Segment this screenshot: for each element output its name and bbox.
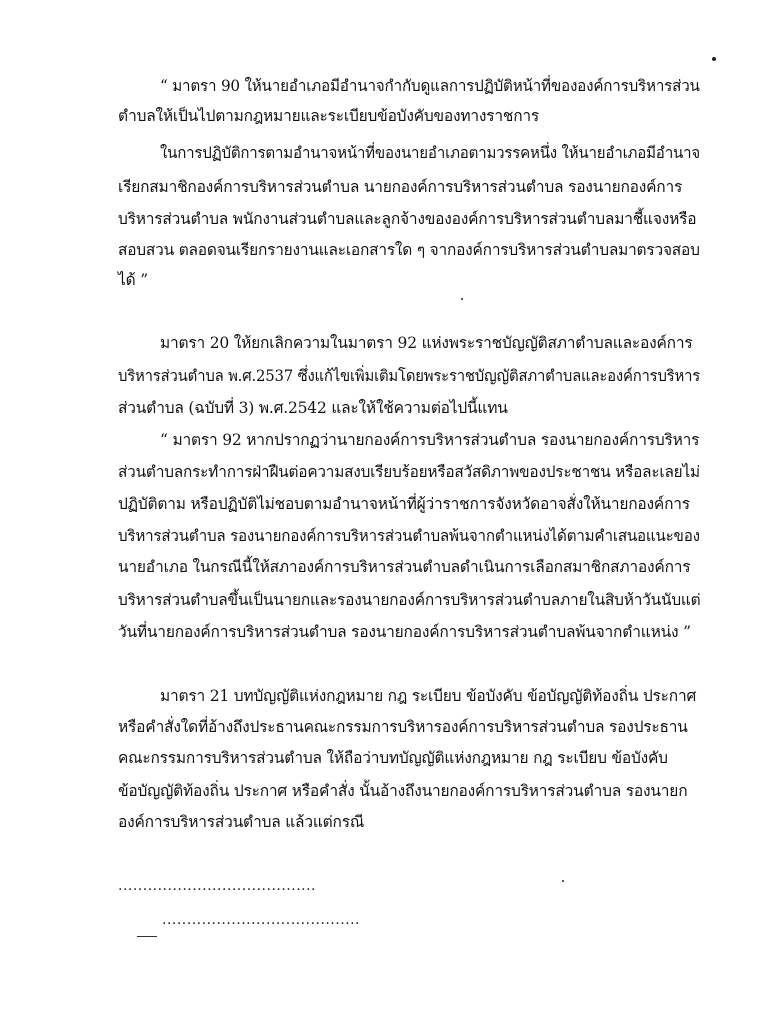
signature-dotted-line: ........................................ [118, 878, 317, 894]
text-line: ปฏิบัติตาม หรือปฏิบัติไม่ชอบตามอำนาจหน้าที่ผู้ว่าราชการจังหวัดอาจสั่งให้นายกองค์การ [118, 495, 690, 513]
text-line: บริหารส่วนตำบลขึ้นเป็นนายกและรองนายกองค์การบริหารส่วนตำบลภายในสิบห้าวันนับแต่ [118, 591, 701, 609]
scan-speck [461, 298, 463, 300]
text-line: “ มาตรา 90 ให้นายอำเภอมีอำนาจกำกับดูแลการปฏิบัติหน้าที่ขององค์การบริหารส่วน [160, 77, 700, 95]
text-line: บริหารส่วนตำบล พนักงานส่วนตำบลและลูกจ้างขององค์การบริหารส่วนตำบลมาชี้แจงหรือ [118, 210, 697, 228]
text-line: คณะกรรมการบริหารส่วนตำบล ให้ถือว่าบทบัญญัติแห่งกฎหมาย กฎ ระเบียบ ข้อบังคับ [118, 749, 668, 767]
scan-speck [562, 880, 564, 882]
text-line: ส่วนตำบลกระทำการฝ่าฝืนต่อความสงบเรียบร้อยหรือสวัสดิภาพของประชาชน หรือละเลยไม่ [118, 463, 700, 481]
text-line: ตำบลให้เป็นไปตามกฎหมายและระเบียบข้อบังคับของทางราชการ [118, 107, 540, 125]
text-line: มาตรา 20 ให้ยกเลิกความในมาตรา 92 แห่งพระราชบัญญัติสภาตำบลและองค์การ [160, 334, 693, 352]
text-line: “ มาตรา 92 หากปรากฏว่านายกองค์การบริหารส่วนตำบล รองนายกองค์การบริหาร [160, 431, 700, 449]
text-line: สอบสวน ตลอดจนเรียกรายงานและเอกสารใด ๆ จากองค์การบริหารส่วนตำบลมาตรวจสอบ [118, 241, 700, 259]
text-line: วันที่นายกองค์การบริหารส่วนตำบล รองนายกองค์การบริหารส่วนตำบลพ้นจากตำแหน่ง ” [118, 623, 691, 641]
scan-mark [137, 936, 157, 937]
text-line: เรียกสมาชิกองค์การบริหารส่วนตำบล นายกองค์การบริหารส่วนตำบล รองนายกองค์การ [118, 178, 683, 196]
signature-dotted-line: ........................................ [162, 912, 361, 928]
text-line: ในการปฏิบัติการตามอำนาจหน้าที่ของนายอำเภอตามวรรคหนึ่ง ให้นายอำเภอมีอำนาจ [160, 144, 700, 162]
text-line: หรือคำสั่งใดที่อ้างถึงประธานคณะกรรมการบริหารองค์การบริหารส่วนตำบล รองประธาน [118, 718, 688, 736]
text-line: ได้ ” [118, 271, 148, 289]
text-line: ส่วนตำบล (ฉบับที่ 3) พ.ศ.2542 และให้ใช้ความต่อไปนี้แทน [118, 399, 508, 417]
scan-speck [712, 57, 716, 61]
text-line: มาตรา 21 บทบัญญัติแห่งกฎหมาย กฎ ระเบียบ ข้อบังคับ ข้อบัญญัติท้องถิ่น ประกาศ [160, 687, 697, 705]
text-line: บริหารส่วนตำบล รองนายกองค์การบริหารส่วนตำบลพ้นจากตำแหน่งได้ตามคำเสนอแนะของ [118, 527, 700, 545]
text-line: บริหารส่วนตำบล พ.ศ.2537 ซึ่งแก้ไขเพิ่มเติมโดยพระราชบัญญัติสภาตำบลและองค์การบริหาร [118, 367, 701, 385]
text-line: ข้อบัญญัติท้องถิ่น ประกาศ หรือคำสั่ง นั้นอ้างถึงนายกองค์การบริหารส่วนตำบล รองนายก [118, 782, 688, 800]
text-line: องค์การบริหารส่วนตำบล แล้วแต่กรณี [118, 813, 365, 831]
text-line: นายอำเภอ ในกรณีนี้ให้สภาองค์การบริหารส่วนตำบลดำเนินการเลือกสมาชิกสภาองค์การ [118, 558, 691, 576]
